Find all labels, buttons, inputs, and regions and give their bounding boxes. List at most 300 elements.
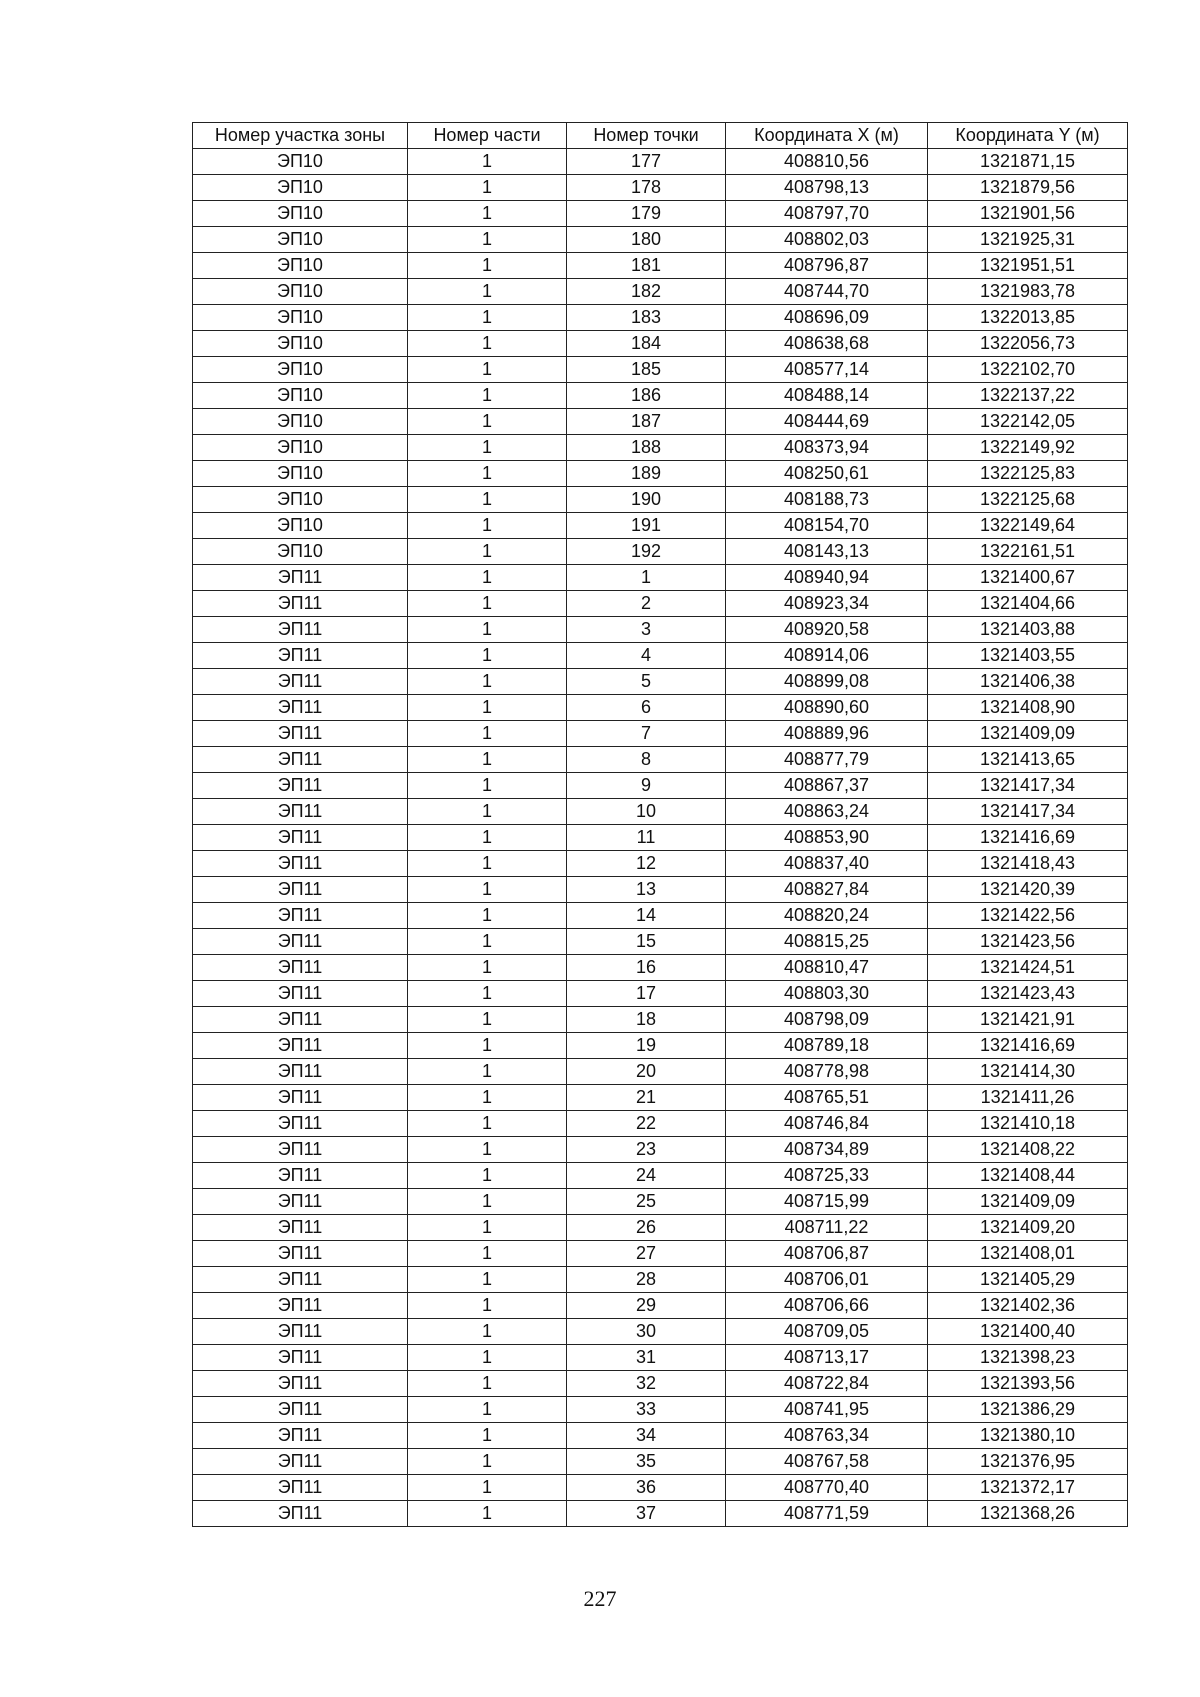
part-number-cell: 1 [408, 1189, 567, 1215]
point-number-cell: 1 [567, 565, 726, 591]
zone-section-cell: ЭП10 [193, 305, 408, 331]
part-number-cell: 1 [408, 1007, 567, 1033]
page-number: 227 [583, 1586, 617, 1611]
coordinate-y-cell: 1321400,67 [928, 565, 1128, 591]
zone-section-cell: ЭП11 [193, 1345, 408, 1371]
zone-section-cell: ЭП11 [193, 877, 408, 903]
coordinate-x-cell: 408899,08 [726, 669, 928, 695]
table-row [193, 1189, 1128, 1215]
coordinate-x-cell: 408154,70 [726, 513, 928, 539]
part-number-cell: 1 [408, 435, 567, 461]
coordinate-y-cell: 1321417,34 [928, 799, 1128, 825]
zone-section-cell: ЭП11 [193, 1475, 408, 1501]
table-row [193, 279, 1128, 305]
part-number-cell: 1 [408, 1423, 567, 1449]
point-number-cell: 32 [567, 1371, 726, 1397]
coordinate-x-cell: 408488,14 [726, 383, 928, 409]
part-number-cell: 1 [408, 383, 567, 409]
coordinate-y-cell: 1321871,15 [928, 149, 1128, 175]
part-number-cell: 1 [408, 1137, 567, 1163]
table-row [193, 695, 1128, 721]
coordinate-x-cell: 408853,90 [726, 825, 928, 851]
coordinate-y-cell: 1321409,20 [928, 1215, 1128, 1241]
point-number-cell: 15 [567, 929, 726, 955]
coordinate-x-cell: 408798,09 [726, 1007, 928, 1033]
coordinate-y-cell: 1321408,22 [928, 1137, 1128, 1163]
coordinate-x-cell: 408638,68 [726, 331, 928, 357]
zone-section-cell: ЭП10 [193, 175, 408, 201]
coordinate-y-cell: 1321393,56 [928, 1371, 1128, 1397]
part-number-cell: 1 [408, 1371, 567, 1397]
part-number-cell: 1 [408, 409, 567, 435]
table-row [193, 461, 1128, 487]
table-row [193, 1215, 1128, 1241]
part-number-cell: 1 [408, 929, 567, 955]
coordinate-x-cell: 408778,98 [726, 1059, 928, 1085]
coordinate-x-cell: 408889,96 [726, 721, 928, 747]
point-number-cell: 192 [567, 539, 726, 565]
table-row [193, 1267, 1128, 1293]
part-number-cell: 1 [408, 1293, 567, 1319]
coordinate-x-cell: 408827,84 [726, 877, 928, 903]
zone-section-cell: ЭП11 [193, 695, 408, 721]
point-number-cell: 28 [567, 1267, 726, 1293]
table-row [193, 227, 1128, 253]
table-row [193, 591, 1128, 617]
header-coordinate-x: Координата X (м) [726, 123, 928, 149]
table-row [193, 851, 1128, 877]
part-number-cell: 1 [408, 903, 567, 929]
coordinate-y-cell: 1321408,44 [928, 1163, 1128, 1189]
point-number-cell: 187 [567, 409, 726, 435]
table-row [193, 409, 1128, 435]
coordinate-x-cell: 408765,51 [726, 1085, 928, 1111]
coordinate-x-cell: 408746,84 [726, 1111, 928, 1137]
coordinate-x-cell: 408923,34 [726, 591, 928, 617]
coordinate-x-cell: 408763,34 [726, 1423, 928, 1449]
point-number-cell: 37 [567, 1501, 726, 1527]
zone-section-cell: ЭП11 [193, 1449, 408, 1475]
coordinate-y-cell: 1321413,65 [928, 747, 1128, 773]
table-row [193, 487, 1128, 513]
zone-section-cell: ЭП10 [193, 227, 408, 253]
coordinate-x-cell: 408715,99 [726, 1189, 928, 1215]
part-number-cell: 1 [408, 149, 567, 175]
point-number-cell: 25 [567, 1189, 726, 1215]
zone-section-cell: ЭП10 [193, 487, 408, 513]
table-header [193, 123, 1128, 149]
zone-section-cell: ЭП11 [193, 1007, 408, 1033]
point-number-cell: 18 [567, 1007, 726, 1033]
zone-section-cell: ЭП11 [193, 903, 408, 929]
point-number-cell: 191 [567, 513, 726, 539]
coordinate-y-cell: 1321405,29 [928, 1267, 1128, 1293]
coordinate-y-cell: 1321951,51 [928, 253, 1128, 279]
coordinate-x-cell: 408815,25 [726, 929, 928, 955]
coordinate-x-cell: 408802,03 [726, 227, 928, 253]
point-number-cell: 30 [567, 1319, 726, 1345]
part-number-cell: 1 [408, 591, 567, 617]
point-number-cell: 6 [567, 695, 726, 721]
table-row [193, 799, 1128, 825]
point-number-cell: 9 [567, 773, 726, 799]
coordinate-x-cell: 408863,24 [726, 799, 928, 825]
part-number-cell: 1 [408, 1397, 567, 1423]
point-number-cell: 20 [567, 1059, 726, 1085]
point-number-cell: 4 [567, 643, 726, 669]
part-number-cell: 1 [408, 201, 567, 227]
zone-section-cell: ЭП10 [193, 201, 408, 227]
point-number-cell: 14 [567, 903, 726, 929]
table-row [193, 1371, 1128, 1397]
table-row [193, 253, 1128, 279]
table-row [193, 747, 1128, 773]
zone-section-cell: ЭП11 [193, 773, 408, 799]
point-number-cell: 29 [567, 1293, 726, 1319]
point-number-cell: 24 [567, 1163, 726, 1189]
point-number-cell: 11 [567, 825, 726, 851]
table-row [193, 1475, 1128, 1501]
coordinate-y-cell: 1321416,69 [928, 825, 1128, 851]
point-number-cell: 184 [567, 331, 726, 357]
point-number-cell: 5 [567, 669, 726, 695]
point-number-cell: 188 [567, 435, 726, 461]
table-row [193, 669, 1128, 695]
zone-section-cell: ЭП11 [193, 955, 408, 981]
table-row [193, 175, 1128, 201]
coordinate-x-cell: 408722,84 [726, 1371, 928, 1397]
header-part-number: Номер части [408, 123, 567, 149]
coordinate-x-cell: 408713,17 [726, 1345, 928, 1371]
zone-section-cell: ЭП11 [193, 1189, 408, 1215]
point-number-cell: 7 [567, 721, 726, 747]
coordinate-y-cell: 1321403,55 [928, 643, 1128, 669]
zone-section-cell: ЭП11 [193, 747, 408, 773]
zone-section-cell: ЭП10 [193, 279, 408, 305]
point-number-cell: 183 [567, 305, 726, 331]
part-number-cell: 1 [408, 565, 567, 591]
zone-section-cell: ЭП11 [193, 669, 408, 695]
part-number-cell: 1 [408, 877, 567, 903]
coordinate-y-cell: 1321409,09 [928, 721, 1128, 747]
part-number-cell: 1 [408, 1033, 567, 1059]
point-number-cell: 3 [567, 617, 726, 643]
point-number-cell: 34 [567, 1423, 726, 1449]
coordinate-y-cell: 1322149,92 [928, 435, 1128, 461]
point-number-cell: 23 [567, 1137, 726, 1163]
coordinate-y-cell: 1321410,18 [928, 1111, 1128, 1137]
coordinate-x-cell: 408820,24 [726, 903, 928, 929]
part-number-cell: 1 [408, 227, 567, 253]
part-number-cell: 1 [408, 175, 567, 201]
table-row [193, 903, 1128, 929]
part-number-cell: 1 [408, 1085, 567, 1111]
zone-section-cell: ЭП11 [193, 565, 408, 591]
zone-section-cell: ЭП10 [193, 383, 408, 409]
point-number-cell: 190 [567, 487, 726, 513]
zone-section-cell: ЭП11 [193, 825, 408, 851]
point-number-cell: 22 [567, 1111, 726, 1137]
table-row [193, 513, 1128, 539]
coordinate-x-cell: 408709,05 [726, 1319, 928, 1345]
coordinate-y-cell: 1321376,95 [928, 1449, 1128, 1475]
coordinate-y-cell: 1321400,40 [928, 1319, 1128, 1345]
point-number-cell: 177 [567, 149, 726, 175]
zone-section-cell: ЭП11 [193, 981, 408, 1007]
part-number-cell: 1 [408, 721, 567, 747]
table-row [193, 1241, 1128, 1267]
point-number-cell: 21 [567, 1085, 726, 1111]
point-number-cell: 189 [567, 461, 726, 487]
table-row [193, 149, 1128, 175]
coordinate-y-cell: 1322142,05 [928, 409, 1128, 435]
coordinate-x-cell: 408577,14 [726, 357, 928, 383]
part-number-cell: 1 [408, 617, 567, 643]
point-number-cell: 181 [567, 253, 726, 279]
table-row [193, 773, 1128, 799]
coordinate-x-cell: 408810,47 [726, 955, 928, 981]
coordinate-y-cell: 1321416,69 [928, 1033, 1128, 1059]
zone-section-cell: ЭП11 [193, 851, 408, 877]
coordinate-x-cell: 408796,87 [726, 253, 928, 279]
point-number-cell: 12 [567, 851, 726, 877]
table-row [193, 1163, 1128, 1189]
coordinate-x-cell: 408770,40 [726, 1475, 928, 1501]
zone-section-cell: ЭП11 [193, 1137, 408, 1163]
point-number-cell: 17 [567, 981, 726, 1007]
coordinate-x-cell: 408725,33 [726, 1163, 928, 1189]
table-row [193, 1501, 1128, 1527]
table-row [193, 981, 1128, 1007]
header-zone-section: Номер участка зоны [193, 123, 408, 149]
part-number-cell: 1 [408, 1111, 567, 1137]
point-number-cell: 36 [567, 1475, 726, 1501]
header-row [193, 123, 1128, 149]
table-row [193, 383, 1128, 409]
zone-section-cell: ЭП11 [193, 1371, 408, 1397]
point-number-cell: 10 [567, 799, 726, 825]
point-number-cell: 8 [567, 747, 726, 773]
zone-section-cell: ЭП11 [193, 643, 408, 669]
part-number-cell: 1 [408, 695, 567, 721]
zone-section-cell: ЭП11 [193, 799, 408, 825]
point-number-cell: 16 [567, 955, 726, 981]
part-number-cell: 1 [408, 825, 567, 851]
table-body [193, 149, 1128, 1527]
coordinate-y-cell: 1321420,39 [928, 877, 1128, 903]
coordinate-y-cell: 1321925,31 [928, 227, 1128, 253]
zone-section-cell: ЭП11 [193, 1293, 408, 1319]
table-row [193, 1449, 1128, 1475]
coordinate-y-cell: 1321417,34 [928, 773, 1128, 799]
table-row [193, 617, 1128, 643]
coordinate-y-cell: 1322161,51 [928, 539, 1128, 565]
coordinate-x-cell: 408771,59 [726, 1501, 928, 1527]
point-number-cell: 26 [567, 1215, 726, 1241]
zone-section-cell: ЭП11 [193, 1319, 408, 1345]
zone-section-cell: ЭП10 [193, 461, 408, 487]
table-row [193, 643, 1128, 669]
table-row [193, 305, 1128, 331]
coordinate-y-cell: 1321421,91 [928, 1007, 1128, 1033]
zone-section-cell: ЭП11 [193, 1215, 408, 1241]
coordinate-y-cell: 1321380,10 [928, 1423, 1128, 1449]
part-number-cell: 1 [408, 747, 567, 773]
coordinate-y-cell: 1321402,36 [928, 1293, 1128, 1319]
table-row [193, 1137, 1128, 1163]
point-number-cell: 33 [567, 1397, 726, 1423]
table-row [193, 1293, 1128, 1319]
part-number-cell: 1 [408, 773, 567, 799]
part-number-cell: 1 [408, 461, 567, 487]
coordinate-y-cell: 1321372,17 [928, 1475, 1128, 1501]
coordinate-y-cell: 1322125,68 [928, 487, 1128, 513]
coordinate-y-cell: 1321411,26 [928, 1085, 1128, 1111]
coordinate-y-cell: 1321423,43 [928, 981, 1128, 1007]
zone-section-cell: ЭП10 [193, 539, 408, 565]
table-row [193, 721, 1128, 747]
coordinate-y-cell: 1321408,90 [928, 695, 1128, 721]
coordinate-x-cell: 408250,61 [726, 461, 928, 487]
coordinate-x-cell: 408706,87 [726, 1241, 928, 1267]
point-number-cell: 13 [567, 877, 726, 903]
coordinate-x-cell: 408188,73 [726, 487, 928, 513]
table-row [193, 331, 1128, 357]
zone-section-cell: ЭП11 [193, 617, 408, 643]
zone-section-cell: ЭП11 [193, 1397, 408, 1423]
coordinate-y-cell: 1321408,01 [928, 1241, 1128, 1267]
zone-section-cell: ЭП10 [193, 331, 408, 357]
coordinate-y-cell: 1321386,29 [928, 1397, 1128, 1423]
coordinate-y-cell: 1321424,51 [928, 955, 1128, 981]
point-number-cell: 19 [567, 1033, 726, 1059]
table-row [193, 825, 1128, 851]
table-row [193, 539, 1128, 565]
coordinate-y-cell: 1321368,26 [928, 1501, 1128, 1527]
coordinate-x-cell: 408867,37 [726, 773, 928, 799]
table-row [193, 1059, 1128, 1085]
zone-section-cell: ЭП11 [193, 929, 408, 955]
coordinate-y-cell: 1322102,70 [928, 357, 1128, 383]
part-number-cell: 1 [408, 487, 567, 513]
part-number-cell: 1 [408, 851, 567, 877]
zone-section-cell: ЭП11 [193, 1241, 408, 1267]
coordinate-x-cell: 408890,60 [726, 695, 928, 721]
zone-section-cell: ЭП11 [193, 1501, 408, 1527]
part-number-cell: 1 [408, 1059, 567, 1085]
part-number-cell: 1 [408, 955, 567, 981]
table-row [193, 1397, 1128, 1423]
part-number-cell: 1 [408, 1449, 567, 1475]
part-number-cell: 1 [408, 513, 567, 539]
coordinate-x-cell: 408706,01 [726, 1267, 928, 1293]
coordinate-y-cell: 1321406,38 [928, 669, 1128, 695]
zone-section-cell: ЭП11 [193, 1423, 408, 1449]
coordinate-y-cell: 1322137,22 [928, 383, 1128, 409]
coordinate-x-cell: 408734,89 [726, 1137, 928, 1163]
table-row [193, 201, 1128, 227]
table-row [193, 877, 1128, 903]
coordinate-x-cell: 408837,40 [726, 851, 928, 877]
part-number-cell: 1 [408, 799, 567, 825]
coordinate-y-cell: 1322056,73 [928, 331, 1128, 357]
coordinate-x-cell: 408914,06 [726, 643, 928, 669]
coordinate-y-cell: 1321879,56 [928, 175, 1128, 201]
zone-section-cell: ЭП11 [193, 1267, 408, 1293]
table-row [193, 955, 1128, 981]
point-number-cell: 186 [567, 383, 726, 409]
part-number-cell: 1 [408, 669, 567, 695]
point-number-cell: 2 [567, 591, 726, 617]
part-number-cell: 1 [408, 1345, 567, 1371]
table-row [193, 435, 1128, 461]
coordinate-x-cell: 408744,70 [726, 279, 928, 305]
zone-section-cell: ЭП11 [193, 591, 408, 617]
point-number-cell: 182 [567, 279, 726, 305]
zone-section-cell: ЭП11 [193, 1059, 408, 1085]
zone-section-cell: ЭП10 [193, 149, 408, 175]
coordinate-y-cell: 1321414,30 [928, 1059, 1128, 1085]
coordinate-x-cell: 408373,94 [726, 435, 928, 461]
coordinate-y-cell: 1321398,23 [928, 1345, 1128, 1371]
part-number-cell: 1 [408, 331, 567, 357]
coordinate-x-cell: 408741,95 [726, 1397, 928, 1423]
coordinate-x-cell: 408940,94 [726, 565, 928, 591]
table-row [193, 1007, 1128, 1033]
coordinate-y-cell: 1321422,56 [928, 903, 1128, 929]
table-row [193, 1033, 1128, 1059]
table-row [193, 1085, 1128, 1111]
zone-section-cell: ЭП11 [193, 1163, 408, 1189]
coordinate-x-cell: 408789,18 [726, 1033, 928, 1059]
zone-section-cell: ЭП10 [193, 513, 408, 539]
coordinate-x-cell: 408444,69 [726, 409, 928, 435]
header-point-number: Номер точки [567, 123, 726, 149]
part-number-cell: 1 [408, 1501, 567, 1527]
coordinate-y-cell: 1321901,56 [928, 201, 1128, 227]
part-number-cell: 1 [408, 1267, 567, 1293]
coordinate-x-cell: 408803,30 [726, 981, 928, 1007]
point-number-cell: 180 [567, 227, 726, 253]
coordinate-x-cell: 408920,58 [726, 617, 928, 643]
coordinate-x-cell: 408711,22 [726, 1215, 928, 1241]
table-row [193, 565, 1128, 591]
zone-section-cell: ЭП10 [193, 435, 408, 461]
zone-section-cell: ЭП11 [193, 1111, 408, 1137]
coordinate-y-cell: 1321409,09 [928, 1189, 1128, 1215]
zone-section-cell: ЭП11 [193, 1033, 408, 1059]
part-number-cell: 1 [408, 253, 567, 279]
part-number-cell: 1 [408, 1163, 567, 1189]
coordinate-x-cell: 408797,70 [726, 201, 928, 227]
table-row [193, 1111, 1128, 1137]
coordinate-y-cell: 1321404,66 [928, 591, 1128, 617]
part-number-cell: 1 [408, 279, 567, 305]
coordinate-y-cell: 1321403,88 [928, 617, 1128, 643]
part-number-cell: 1 [408, 305, 567, 331]
coordinate-x-cell: 408798,13 [726, 175, 928, 201]
point-number-cell: 35 [567, 1449, 726, 1475]
part-number-cell: 1 [408, 643, 567, 669]
zone-section-cell: ЭП11 [193, 1085, 408, 1111]
point-number-cell: 178 [567, 175, 726, 201]
table-row [193, 1319, 1128, 1345]
point-number-cell: 179 [567, 201, 726, 227]
coordinate-x-cell: 408696,09 [726, 305, 928, 331]
part-number-cell: 1 [408, 539, 567, 565]
point-number-cell: 27 [567, 1241, 726, 1267]
header-coordinate-y: Координата Y (м) [928, 123, 1128, 149]
